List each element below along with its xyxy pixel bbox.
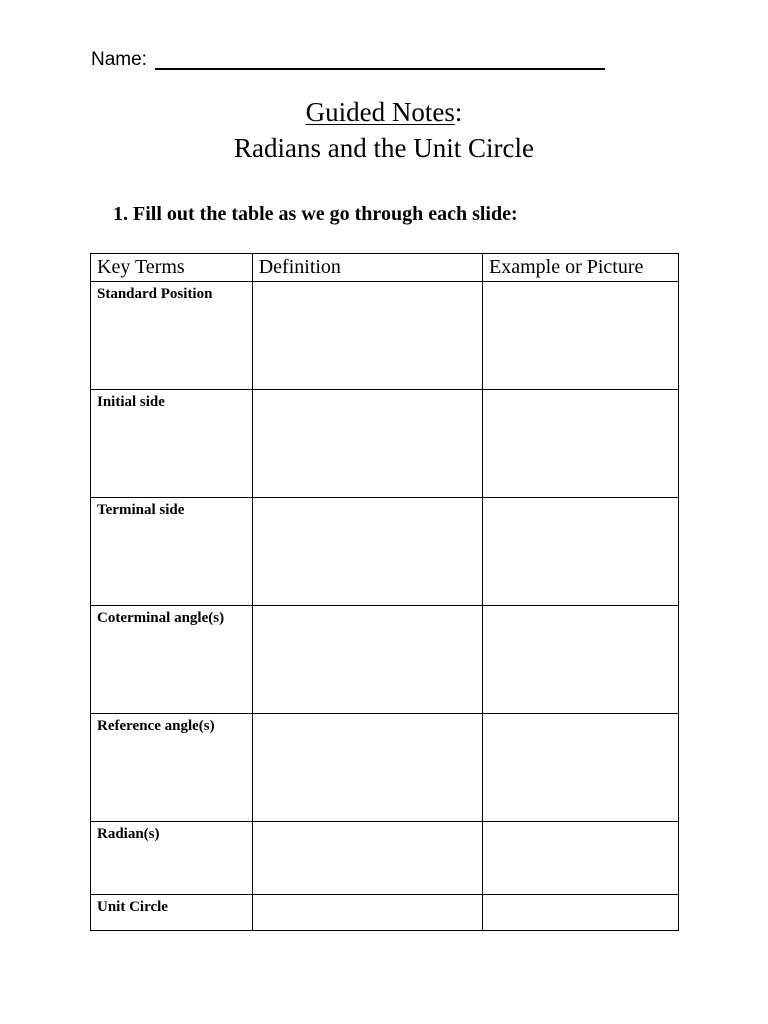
- definition-cell[interactable]: [252, 282, 482, 390]
- example-cell[interactable]: [482, 282, 678, 390]
- definition-cell[interactable]: [252, 390, 482, 498]
- name-label: Name:: [91, 49, 147, 70]
- example-cell[interactable]: [482, 498, 678, 606]
- title-line-2: Radians and the Unit Circle: [234, 133, 534, 163]
- term-cell: Unit Circle: [91, 895, 253, 931]
- table-row: [91, 498, 679, 606]
- term-cell: Reference angle(s): [91, 714, 253, 822]
- example-cell[interactable]: [482, 390, 678, 498]
- definition-cell[interactable]: [252, 714, 482, 822]
- name-blank-line[interactable]: [155, 68, 605, 70]
- definition-cell[interactable]: [252, 498, 482, 606]
- title-line-1: [0, 94, 768, 130]
- table-row: [91, 390, 679, 498]
- definition-cell[interactable]: [252, 895, 482, 931]
- header-key-terms: Key Terms: [91, 254, 253, 282]
- table-row: [91, 606, 679, 714]
- header-definition: Definition: [252, 254, 482, 282]
- term-cell: Terminal side: [91, 498, 253, 606]
- definition-cell[interactable]: [252, 606, 482, 714]
- example-cell[interactable]: [482, 714, 678, 822]
- title-guided-notes: Guided Notes: [305, 97, 455, 127]
- definition-cell[interactable]: [252, 822, 482, 895]
- term-cell: Coterminal angle(s): [91, 606, 253, 714]
- example-cell[interactable]: [482, 606, 678, 714]
- term-cell: Standard Position: [91, 282, 253, 390]
- example-cell[interactable]: [482, 895, 678, 931]
- header-example: Example or Picture: [482, 254, 678, 282]
- example-cell[interactable]: [482, 822, 678, 895]
- table-header-row: [91, 254, 679, 282]
- table-row: [91, 822, 679, 895]
- page-title: [0, 94, 768, 166]
- term-cell: Initial side: [91, 390, 253, 498]
- table-row: [91, 714, 679, 822]
- instruction-text: 1. Fill out the table as we go through each slide:: [113, 203, 518, 225]
- table-row: [91, 282, 679, 390]
- key-terms-table: [90, 253, 679, 931]
- name-row: [91, 49, 605, 71]
- title-colon: :: [454, 97, 463, 127]
- term-cell: Radian(s): [91, 822, 253, 895]
- table-row: [91, 895, 679, 931]
